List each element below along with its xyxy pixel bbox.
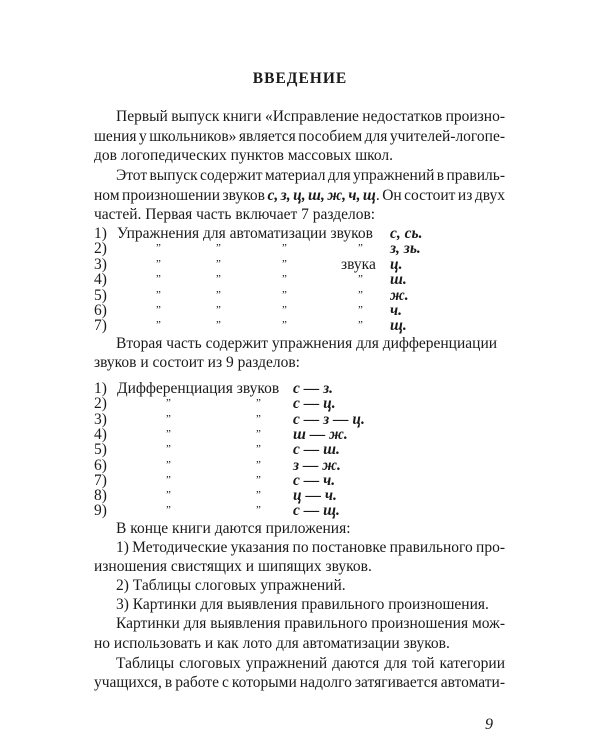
ditto-mark: ” bbox=[166, 427, 171, 440]
ditto-mark: ” bbox=[216, 242, 221, 255]
ditto-mark: ” bbox=[256, 489, 261, 502]
list-item bbox=[94, 381, 514, 396]
page-number: 9 bbox=[485, 716, 493, 733]
ditto-mark: ” bbox=[256, 504, 261, 517]
item-number: 8) bbox=[94, 487, 107, 505]
ditto-mark: ” bbox=[166, 443, 171, 456]
item-number: 1) bbox=[94, 380, 107, 397]
text: . Он состоит из двух bbox=[375, 187, 506, 204]
item-sound: ц. bbox=[390, 255, 403, 273]
list-item bbox=[94, 318, 514, 333]
paragraph-line: учащихся, в работе с которыми надолго затягивается автомати- bbox=[94, 674, 505, 691]
ditto-mark: ” bbox=[256, 473, 261, 486]
item-sound: с — ш. bbox=[293, 441, 340, 459]
ditto-mark: ” bbox=[358, 273, 363, 286]
paragraph-line: 3) Картинки для выявления правильного произношения. bbox=[116, 596, 489, 613]
ditto-mark: ” bbox=[358, 288, 363, 301]
item-number: 5) bbox=[94, 441, 107, 459]
item-sound: с — з — ц. bbox=[293, 410, 365, 428]
paragraph-line: 1) Методические указания по постановке правильного про- bbox=[116, 539, 505, 556]
ditto-mark: ” bbox=[156, 288, 161, 301]
item-number: 7) bbox=[94, 471, 107, 489]
list-item bbox=[94, 442, 514, 457]
item-sound: ш. bbox=[390, 271, 407, 289]
list-item bbox=[94, 288, 514, 303]
item-sound: з — ж. bbox=[293, 456, 341, 474]
item-sound: з, зь. bbox=[390, 240, 421, 258]
sounds-list: с, з, ц, ш, ж, ч, щ bbox=[267, 187, 376, 204]
ditto-mark: ” bbox=[282, 288, 287, 301]
list-item bbox=[94, 303, 514, 318]
item-sound: с — ц. bbox=[293, 395, 336, 413]
item-number: 3) bbox=[94, 410, 107, 428]
item-label: Дифференциация звуков bbox=[117, 380, 280, 397]
ditto-mark: ” bbox=[256, 443, 261, 456]
item-number: 2) bbox=[94, 240, 107, 258]
ditto-mark: ” bbox=[216, 304, 221, 316]
item-number: 9) bbox=[94, 502, 107, 520]
item-sound: щ. bbox=[390, 317, 407, 335]
paragraph-line: Картинки для выявления правильного произношения мож- bbox=[116, 615, 505, 632]
ditto-mark: ” bbox=[256, 412, 261, 425]
item-number: 4) bbox=[94, 425, 107, 443]
ditto-mark: ” bbox=[166, 489, 171, 502]
item-sound: ч. bbox=[390, 302, 403, 319]
list-item bbox=[94, 427, 514, 442]
text: ном произношении звуков bbox=[94, 187, 268, 204]
ditto-mark: ” bbox=[282, 319, 287, 332]
page-title: ВВЕДЕНИЕ bbox=[252, 70, 348, 87]
list-item bbox=[94, 396, 514, 411]
item-sound: ц — ч. bbox=[293, 487, 337, 505]
paragraph-line: частей. Первая часть включает 7 разделов: bbox=[94, 206, 376, 223]
ditto-mark: ” bbox=[216, 319, 221, 332]
list-item bbox=[94, 503, 514, 518]
ditto-mark: ” bbox=[166, 458, 171, 471]
item-sound: с — ч. bbox=[293, 471, 336, 489]
ditto-mark: ” bbox=[216, 273, 221, 286]
ditto-mark: ” bbox=[358, 319, 363, 332]
ditto-mark: ” bbox=[256, 458, 261, 471]
item-number: 6) bbox=[94, 456, 107, 474]
item-number: 5) bbox=[94, 286, 107, 304]
paragraph-line: Этот выпуск содержит материал для упражнений в правиль- bbox=[116, 167, 505, 184]
item-number: 7) bbox=[94, 317, 107, 335]
ditto-mark: ” bbox=[358, 242, 363, 255]
paragraph-line: 2) Таблицы слоговых упражнений. bbox=[116, 577, 346, 594]
paragraph-line: Первый выпуск книги «Исправление недостатков произно- bbox=[116, 108, 505, 125]
list-item bbox=[94, 226, 514, 241]
ditto-mark: ” bbox=[166, 397, 171, 410]
item-number: 1) bbox=[94, 225, 107, 242]
ditto-mark: ” bbox=[156, 257, 161, 270]
ditto-mark: ” bbox=[156, 319, 161, 332]
ditto-mark: ” bbox=[358, 304, 363, 316]
item-sound: с — щ. bbox=[293, 502, 340, 520]
paragraph-line: изношения свистящих и шипящих звуков. bbox=[94, 558, 372, 575]
item-label: звука bbox=[341, 255, 376, 273]
ditto-mark: ” bbox=[156, 242, 161, 255]
list-item bbox=[94, 488, 514, 503]
list-item bbox=[94, 257, 514, 272]
ditto-mark: ” bbox=[216, 288, 221, 301]
item-sound: с, сь. bbox=[390, 225, 423, 242]
ditto-mark: ” bbox=[282, 242, 287, 255]
item-number: 3) bbox=[94, 255, 107, 273]
ditto-mark: ” bbox=[256, 427, 261, 440]
paragraph-line: Таблицы слоговых упражнений даются для той категории bbox=[116, 655, 505, 672]
list-item bbox=[94, 272, 514, 287]
paragraph-line: звуков и состоит из 9 разделов: bbox=[94, 354, 300, 371]
ditto-mark: ” bbox=[256, 397, 261, 410]
paragraph-line: дов логопедических пунктов массовых школ. bbox=[94, 147, 394, 164]
list-item bbox=[94, 412, 514, 427]
ditto-mark: ” bbox=[282, 257, 287, 270]
item-number: 6) bbox=[94, 302, 107, 319]
ditto-mark: ” bbox=[156, 273, 161, 286]
paragraph-line bbox=[94, 186, 505, 205]
item-label: Упражнения для автоматизации звуков bbox=[117, 225, 373, 242]
item-sound: с — з. bbox=[293, 380, 334, 397]
paragraph-line: В конце книги даются приложения: bbox=[116, 520, 351, 537]
ditto-mark: ” bbox=[156, 304, 161, 316]
paragraph-line: шения у школьников» является пособием для учителей-логопе- bbox=[94, 128, 505, 145]
list-item bbox=[94, 241, 514, 256]
paragraph-line: но использовать и как лото для автоматизации звуков. bbox=[94, 635, 450, 652]
paragraph-line: Вторая часть содержит упражнения для дифференциации bbox=[116, 335, 498, 352]
item-number: 2) bbox=[94, 395, 107, 413]
ditto-mark: ” bbox=[166, 473, 171, 486]
ditto-mark: ” bbox=[166, 504, 171, 517]
list-item bbox=[94, 458, 514, 473]
item-sound: ш — ж. bbox=[293, 425, 348, 443]
item-number: 4) bbox=[94, 271, 107, 289]
ditto-mark: ” bbox=[282, 304, 287, 316]
list-item bbox=[94, 473, 514, 488]
ditto-mark: ” bbox=[166, 412, 171, 425]
ditto-mark: ” bbox=[282, 273, 287, 286]
ditto-mark: ” bbox=[216, 257, 221, 270]
item-sound: ж. bbox=[390, 286, 409, 304]
